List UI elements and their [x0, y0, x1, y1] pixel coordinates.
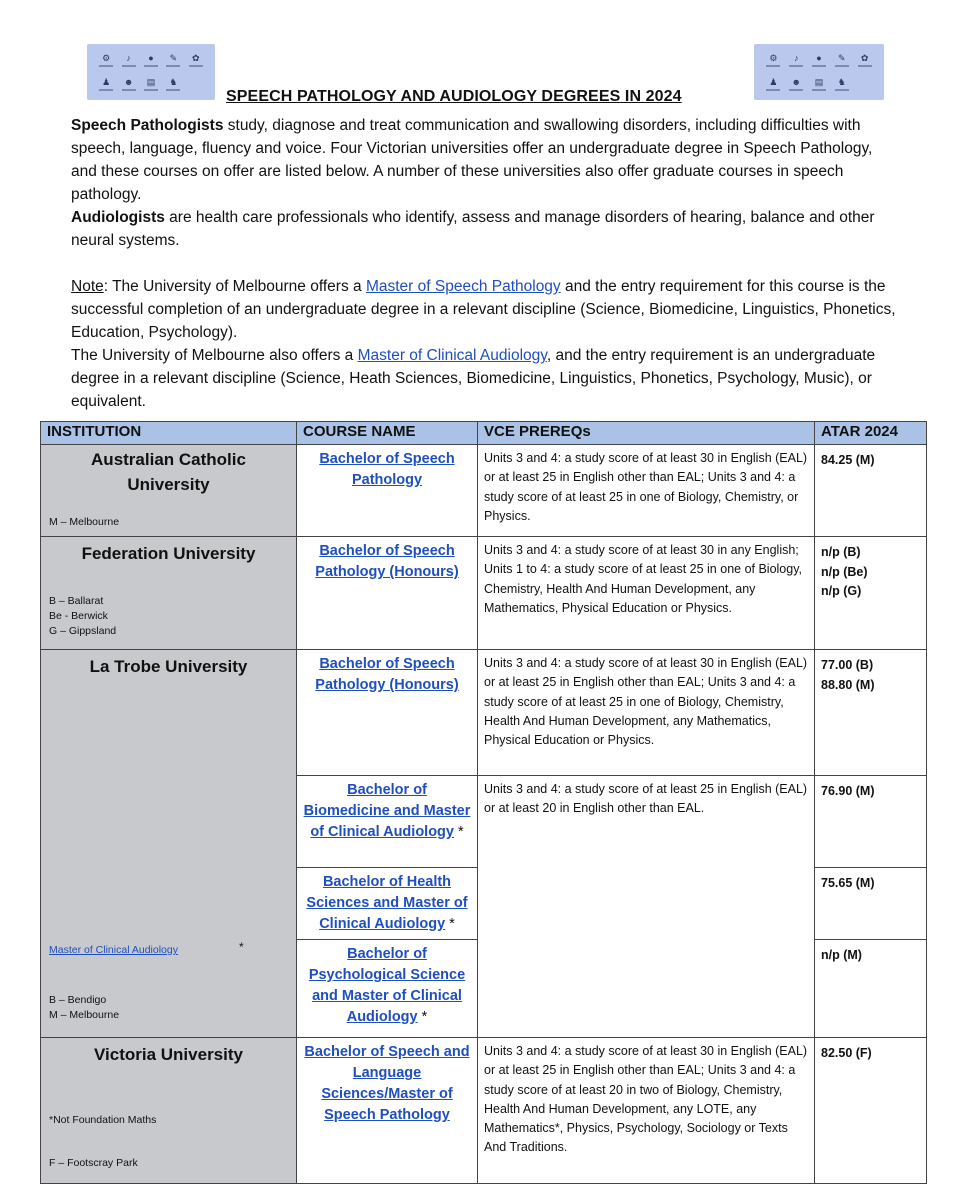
note-label: Note [71, 278, 104, 295]
atar-cell: 75.65 (M) [815, 868, 927, 940]
prereq-cell: Units 3 and 4: a study score of at least 30 in any English; Units 1 to 4: a study score of at least 25 in one of Biology, Chemistry, Health And Human Development, any Mathematics, Physical Education or Physics. [478, 537, 815, 650]
prereq-cell: Units 3 and 4: a study score of at least 30 in English (EAL) or at least 25 in English other than EAL; Units 3 and 4: a study score of at least 20 in two of Biology, Chemistry, Health And Human Development, any LOTE, any Mathematics*, Physics, Psychology, Sociology or Texts And Traditions. [478, 1038, 815, 1184]
course-link[interactable]: Bachelor of Speech and Language Sciences/Master of Speech Pathology [304, 1044, 470, 1123]
header-institution: INSTITUTION [41, 422, 297, 445]
table-header-row [41, 422, 927, 445]
person-icon: ♟ [762, 72, 785, 96]
atar-cell [815, 650, 927, 776]
course-link[interactable]: Bachelor of Psychological Science and Master of Clinical Audiology [308, 946, 466, 1025]
course-star: * [417, 1009, 428, 1025]
course-cell [297, 868, 478, 940]
logo-left [87, 44, 215, 100]
note-star: * [239, 940, 244, 954]
atar-cell: n/p (M) [815, 940, 927, 1038]
institution-name: Australian Catholic University [91, 450, 246, 494]
institution-cell [41, 537, 297, 650]
person-icon: ♟ [95, 72, 117, 96]
prereq-cell: Units 3 and 4: a study score of at least 25 in English (EAL) or at least 20 in English other than EAL. [478, 776, 815, 1038]
person-plus-icon: ♞ [162, 72, 184, 96]
campus-label: G – Gippsland [49, 625, 117, 637]
course-cell [297, 1038, 478, 1184]
course-link[interactable]: Bachelor of Speech Pathology (Honours) [315, 656, 459, 693]
cog-icon: ✿ [185, 48, 207, 72]
course-link[interactable]: Bachelor of Speech Pathology (Honours) [315, 543, 459, 580]
note-link-text: Master of Clinical Audiology [49, 944, 178, 956]
header-vce-prereqs: VCE PREREQs [478, 422, 815, 445]
aud-text: are health care professionals who identify, assess and manage disorders of hearing, balance and other neural systems. [71, 209, 875, 249]
institution-name: Victoria University [94, 1045, 243, 1064]
institution-name: Federation University [81, 544, 256, 563]
logo-right [754, 44, 884, 100]
note-text-b: and the entry requirement for this course is the successful completion of an undergraduate degree in a relevant discipline (Science, Biomedicine, Linguistics, Phonetics, Education, Psychology). [71, 278, 896, 341]
book-icon: ▤ [140, 72, 162, 96]
institution-cell [41, 445, 297, 537]
note-text-a: : The University of Melbourne offers a [103, 278, 366, 295]
person-icon: ☻ [117, 72, 139, 96]
course-cell [297, 940, 478, 1038]
atar-cell [815, 537, 927, 650]
gear-icon: ⚙ [762, 48, 785, 72]
ear-icon: ♪ [117, 48, 139, 72]
audiologists-paragraph [71, 206, 901, 252]
course-link[interactable]: Bachelor of Health Sciences and Master of Clinical Audiology [306, 874, 468, 932]
campus-label: B – Bendigo [49, 994, 107, 1006]
course-cell [297, 537, 478, 650]
table-row [41, 445, 927, 537]
ear-icon: ♪ [785, 48, 808, 72]
prereq-cell: Units 3 and 4: a study score of at least 30 in English (EAL) or at least 25 in English other than EAL; Units 3 and 4: a study score of at least 25 in one of Biology, Chemistry, Health And Human Development, any Mathematics, Physical Education or Physics. [478, 650, 815, 776]
book-icon: ▤ [808, 72, 831, 96]
table-row [41, 537, 927, 650]
atar-value: n/p (Be) [821, 564, 868, 579]
atar-value: n/p (G) [821, 584, 862, 598]
header-course-name: COURSE NAME [297, 422, 478, 445]
degrees-table [40, 421, 927, 1184]
sp-term: Speech Pathologists [71, 117, 224, 134]
note-text-d: , and the entry requirement is an undergraduate degree in a relevant discipline (Science, Heath Sciences, Biomedicine, Linguistics, Phonetics, Psychology, Music), or equivalent. [71, 347, 876, 410]
speech-icon: ● [808, 48, 831, 72]
aud-term: Audiologists [71, 209, 165, 226]
campus-label: F – Footscray Park [49, 1157, 138, 1169]
footnote: *Not Foundation Maths [49, 1114, 157, 1126]
master-clinical-audiology-note-link[interactable] [49, 944, 178, 956]
campus-label: M – Melbourne [49, 516, 120, 528]
sp-text: study, diagnose and treat communication and swallowing disorders, including difficulties with speech, language, fluency and voice. Four Victorian universities offer an undergraduate degree in Speech Pathology, and these courses on offer are listed below. A number of these universities also offer graduate courses in speech pathology. [71, 117, 873, 203]
person-icon: ☻ [785, 72, 808, 96]
master-clinical-audiology-link[interactable]: Master of Clinical Audiology [357, 347, 547, 364]
table-row [41, 1038, 927, 1184]
course-cell [297, 776, 478, 868]
gear-icon: ⚙ [95, 48, 117, 72]
note-paragraph-2 [71, 344, 901, 413]
institution-name: La Trobe University [89, 657, 248, 676]
pencil-icon: ✎ [162, 48, 184, 72]
atar-cell: 82.50 (F) [815, 1038, 927, 1184]
pencil-icon: ✎ [830, 48, 853, 72]
prereq-cell: Units 3 and 4: a study score of at least 30 in English (EAL) or at least 25 in English other than EAL; Units 3 and 4: a study score of at least 25 in one of Biology, Chemistry, or Physics. [478, 445, 815, 537]
cog-icon: ✿ [853, 48, 876, 72]
person-plus-icon: ♞ [830, 72, 853, 96]
institution-cell [41, 650, 297, 1038]
course-cell [297, 650, 478, 776]
course-star: * [445, 916, 455, 932]
institution-cell [41, 1038, 297, 1184]
atar-value: 88.80 (M) [821, 677, 875, 692]
table-row [41, 650, 927, 776]
course-cell [297, 445, 478, 537]
course-link[interactable]: Bachelor of Biomedicine and Master of Clinical Audiology [303, 782, 471, 840]
campus-label: Be - Berwick [49, 610, 108, 622]
atar-value: 77.00 (B) [821, 658, 874, 672]
header-atar: ATAR 2024 [815, 422, 927, 445]
campus-label: M – Melbourne [49, 1009, 120, 1021]
note-paragraph [71, 275, 901, 344]
master-speech-pathology-link[interactable]: Master of Speech Pathology [365, 278, 561, 295]
page-title: SPEECH PATHOLOGY AND AUDIOLOGY DEGREES IN 2024 [226, 88, 682, 105]
campus-label: B – Ballarat [49, 595, 104, 607]
atar-cell: 84.25 (M) [815, 445, 927, 537]
atar-cell: 76.90 (M) [815, 776, 927, 868]
course-star: * [453, 824, 464, 840]
speech-icon: ● [140, 48, 162, 72]
course-link[interactable]: Bachelor of Speech Pathology [319, 451, 455, 488]
note-text-c: The University of Melbourne also offers a [71, 347, 358, 364]
intro [71, 114, 901, 413]
atar-value: n/p (B) [821, 545, 861, 559]
speech-pathologists-paragraph [71, 114, 901, 206]
